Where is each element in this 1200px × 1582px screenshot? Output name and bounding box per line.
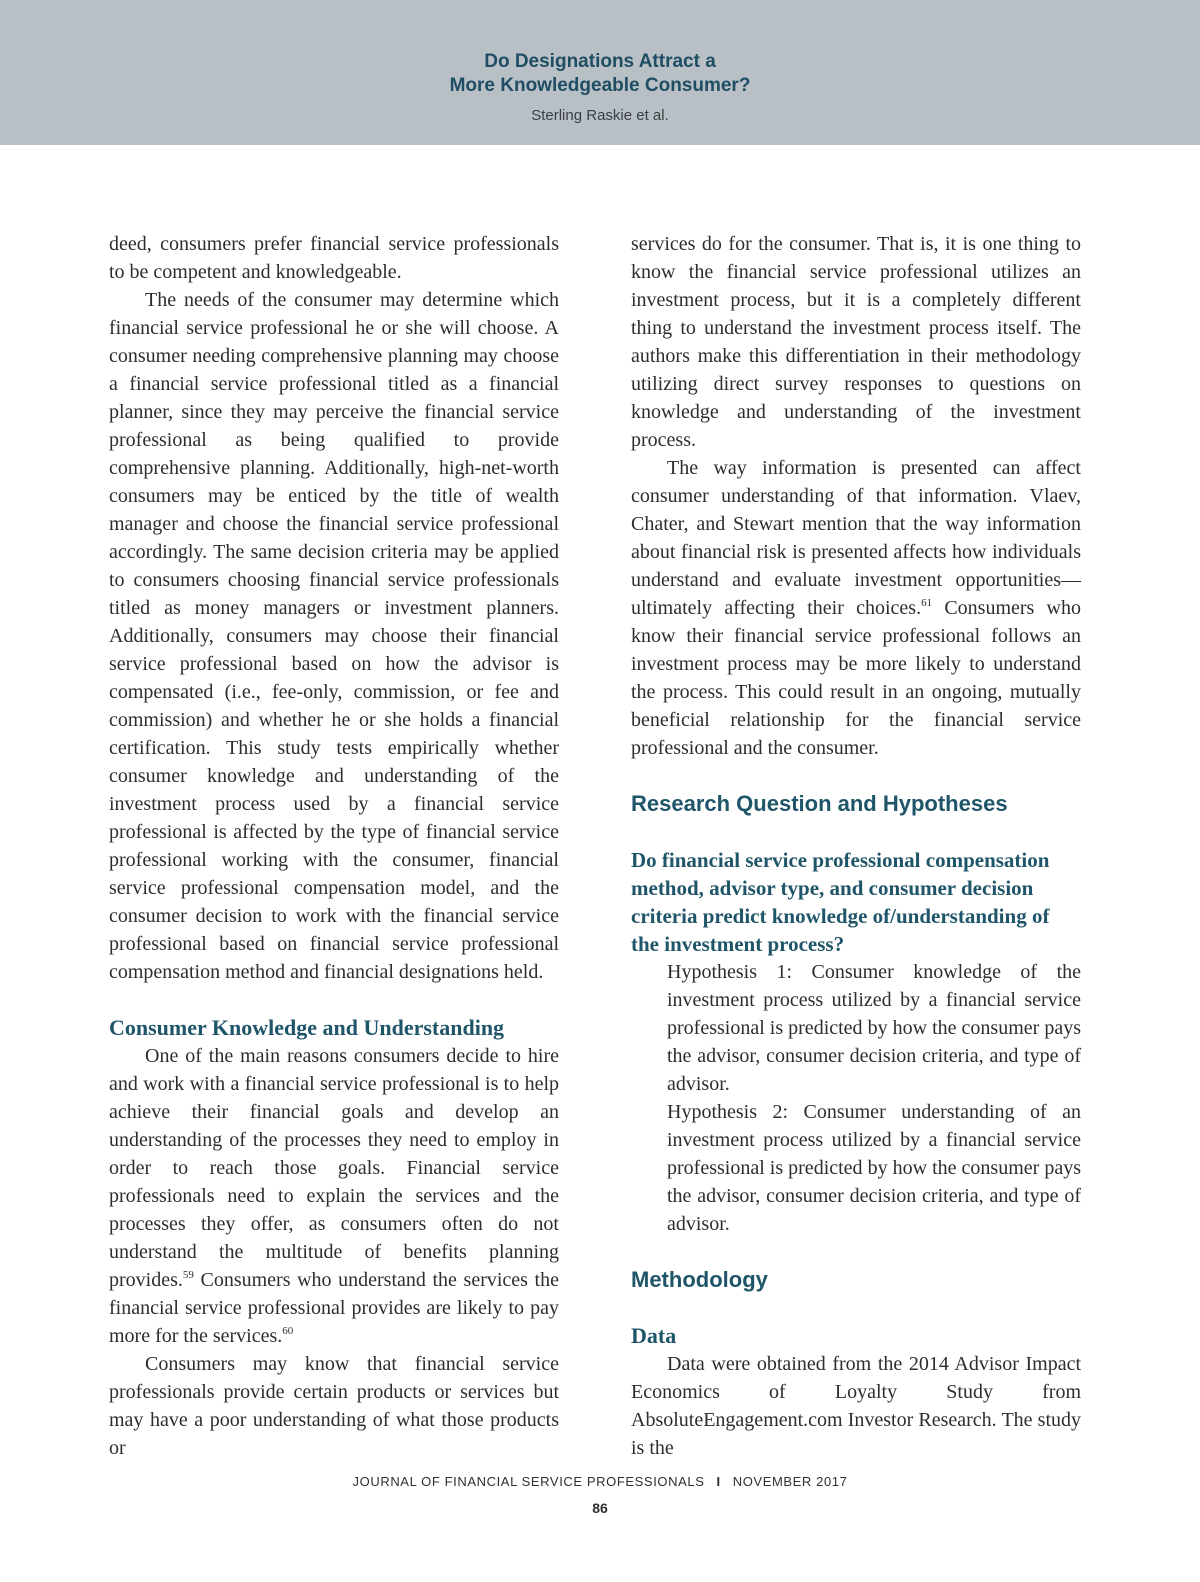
paragraph: The needs of the consumer may determine which financial service professional he or she will choose. A consumer needing comprehensive planning may choose a financial service professional titled as a financial planner, since they may perceive the financial service professional as being qualified to provide comprehensive planning. Additionally, high-net-worth consumers may be enticed by the title of wealth manager and choose the financial service professional accordingly. The same decision criteria may be applied to consumers choosing financial service professionals titled as money managers or investment planners. Additionally, consumers may choose their financial service professional based on how the advisor is compensated (i.e., fee-only, commission, or fee and commission) and whether he or she holds a financial certification. This study tests empirically whether consumer knowledge and understanding of the investment process used by a financial service professional is affected by the type of financial service professional working with the consumer, financial service professional compensation model, and the consumer decision to work with the financial service professional based on financial service professional compensation method and financial designations held.: [109, 289, 559, 983]
page-number: 86: [592, 1500, 608, 1516]
article-title-line-2: More Knowledgeable Consumer?: [449, 75, 751, 96]
paragraph: Consumers may know that financial service professionals provide certain products or services but may have a poor understanding of what those products or: [109, 1353, 559, 1459]
issue-date: NOVEMBER 2017: [732, 1474, 848, 1489]
section-spacer: [631, 1294, 1081, 1322]
paragraph: deed, consumers prefer financial service professionals to be competent and knowledgeable.: [109, 233, 559, 283]
article-authors: Sterling Raskie et al.: [531, 107, 669, 124]
paragraph: Data were obtained from the 2014 Advisor Impact Economics of Loyalty Study from AbsoluteEngagement.com Investor Research. The study is the: [631, 1353, 1081, 1459]
research-question: Do financial service professional compensation method, advisor type, and consumer decision criteria predict knowledge of/understanding of the investment process?: [631, 848, 1050, 956]
section-heading-research-question: Research Question and Hypotheses: [631, 791, 1008, 816]
paragraph-text: One of the main reasons consumers decide to hire and work with a financial service professional is to help achieve their financial goals and develop an understanding of the processes they need to employ in order to reach those goals. Financial service professionals need to explain the services and the processes they offer, as consumers often do not understand the multitude of benefits planning provides.: [109, 1045, 559, 1291]
article-title: [0, 50, 1200, 98]
hypothesis-1: Hypothesis 1: Consumer knowledge of the investment process utilized by a financial service professional is predicted by how the consumer pays the advisor, consumer decision criteria, and type of advisor.: [667, 961, 1081, 1095]
journal-name: JOURNAL OF FINANCIAL SERVICE PROFESSIONALS: [352, 1474, 705, 1489]
section-spacer: [109, 986, 559, 1014]
footnote-ref[interactable]: 61: [921, 597, 933, 609]
paragraph: [109, 1042, 559, 1350]
paragraph-text: Consumers who know their financial service professional follows an investment process may be more likely to understand the process. This could result in an ongoing, mutually beneficial relationship for the financial service professional and the consumer.: [631, 597, 1081, 759]
right-column: [631, 230, 1081, 1462]
hypothesis-2: Hypothesis 2: Consumer understanding of an investment process utilized by a financial service professional is predicted by how the consumer pays the advisor, consumer decision criteria, and type of advisor.: [667, 1101, 1081, 1235]
footer-separator: I: [716, 1474, 721, 1489]
section-spacer: [631, 1238, 1081, 1266]
footnote-ref[interactable]: 59: [182, 1269, 194, 1281]
section-spacer: [631, 818, 1081, 846]
footnote-ref[interactable]: 60: [282, 1325, 294, 1337]
section-heading-consumer-knowledge: Consumer Knowledge and Understanding: [109, 1015, 505, 1040]
section-heading-methodology: Methodology: [631, 1267, 768, 1292]
left-column: [109, 230, 559, 1462]
running-footer: [0, 1474, 1200, 1489]
article-title-line-1: Do Designations Attract a: [484, 51, 716, 72]
paragraph: services do for the consumer. That is, it is one thing to know the financial service professional utilizes an investment process, but it is a completely different thing to understand the investment process itself. The authors make this differentiation in their methodology utilizing direct survey responses to questions on knowledge and understanding of the investment process.: [631, 233, 1081, 451]
paragraph: [631, 454, 1081, 762]
paragraph-text: The way information is presented can affect consumer understanding of that information. Vlaev, Chater, and Stewart mention that the way information about financial risk is presented affects how individuals understand and evaluate investment opportunities—ultimately affecting their choices.: [631, 457, 1081, 619]
running-header: [0, 0, 1200, 145]
paragraph-text: Consumers who understand the services the financial service professional provides are likely to pay more for the services.: [109, 1269, 559, 1347]
section-spacer: [631, 762, 1081, 790]
subsection-heading-data: Data: [631, 1323, 677, 1348]
